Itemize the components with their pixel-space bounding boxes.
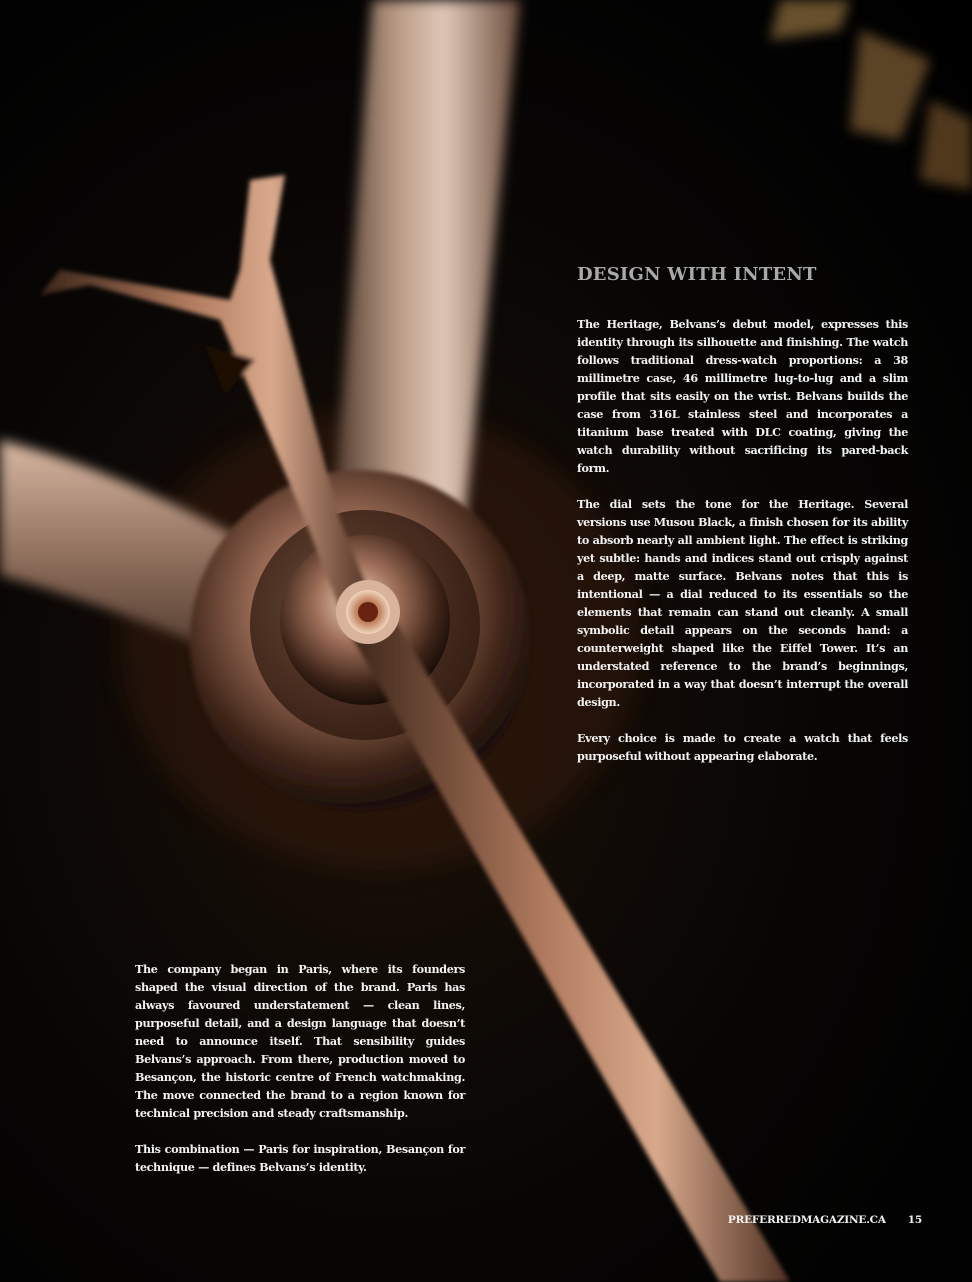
paragraph-heritage-proportions: The Heritage, Belvans’s debut model, expresses this identity through its silhouette and finishing. The watch follows traditional dress-watch proportions: a 38 millimetre case, 46 millimetre lug-to-lug and a slim profile that sits easily on the wrist. Belvans builds the case from 316L stainless steel and incorporates a titanium base treated with DLC coating, giving the watch durability without sacrificing its pared-back form.	[577, 317, 908, 475]
paragraph-purposeful: Every choice is made to create a watch that feels purposeful without appearing elaborate.	[577, 731, 908, 763]
paragraph-combination: This combination — Paris for inspiration, Besançon for technique — defines Belvans’s identity.	[135, 1142, 465, 1174]
page-number: 15	[907, 1214, 922, 1226]
article-body-right	[577, 315, 908, 765]
article-body-left	[135, 960, 465, 1176]
paragraph-paris-origins: The company began in Paris, where its founders shaped the visual direction of the brand. Paris has always favoured understatement — clean lines, purposeful detail, and a design language that doesn’t need to announce itself. That sensibility guides Belvans’s approach. From there, production moved to Besançon, the historic centre of French watchmaking. The move connected the brand to a region known for technical precision and steady craftsmanship.	[135, 962, 465, 1120]
footer-site-link[interactable]: PREFERREDMAGAZINE.CA	[727, 1214, 886, 1226]
paragraph-dial: The dial sets the tone for the Heritage. Several versions use Musou Black, a finish chosen for its ability to absorb nearly all ambient light. The effect is striking yet subtle: hands and indices stand out crisply against a deep, matte surface. Belvans notes that this is intentional — a dial reduced to its essentials so the elements that remain can stand out cleanly. A small symbolic detail appears on the seconds hand: a counterweight shaped like the Eiffel Tower. It’s an understated reference to the brand’s beginnings, incorporated in a way that doesn’t interrupt the overall design.	[577, 497, 908, 709]
article-heading: DESIGN WITH INTENT	[577, 264, 817, 285]
page-footer	[728, 1214, 922, 1226]
